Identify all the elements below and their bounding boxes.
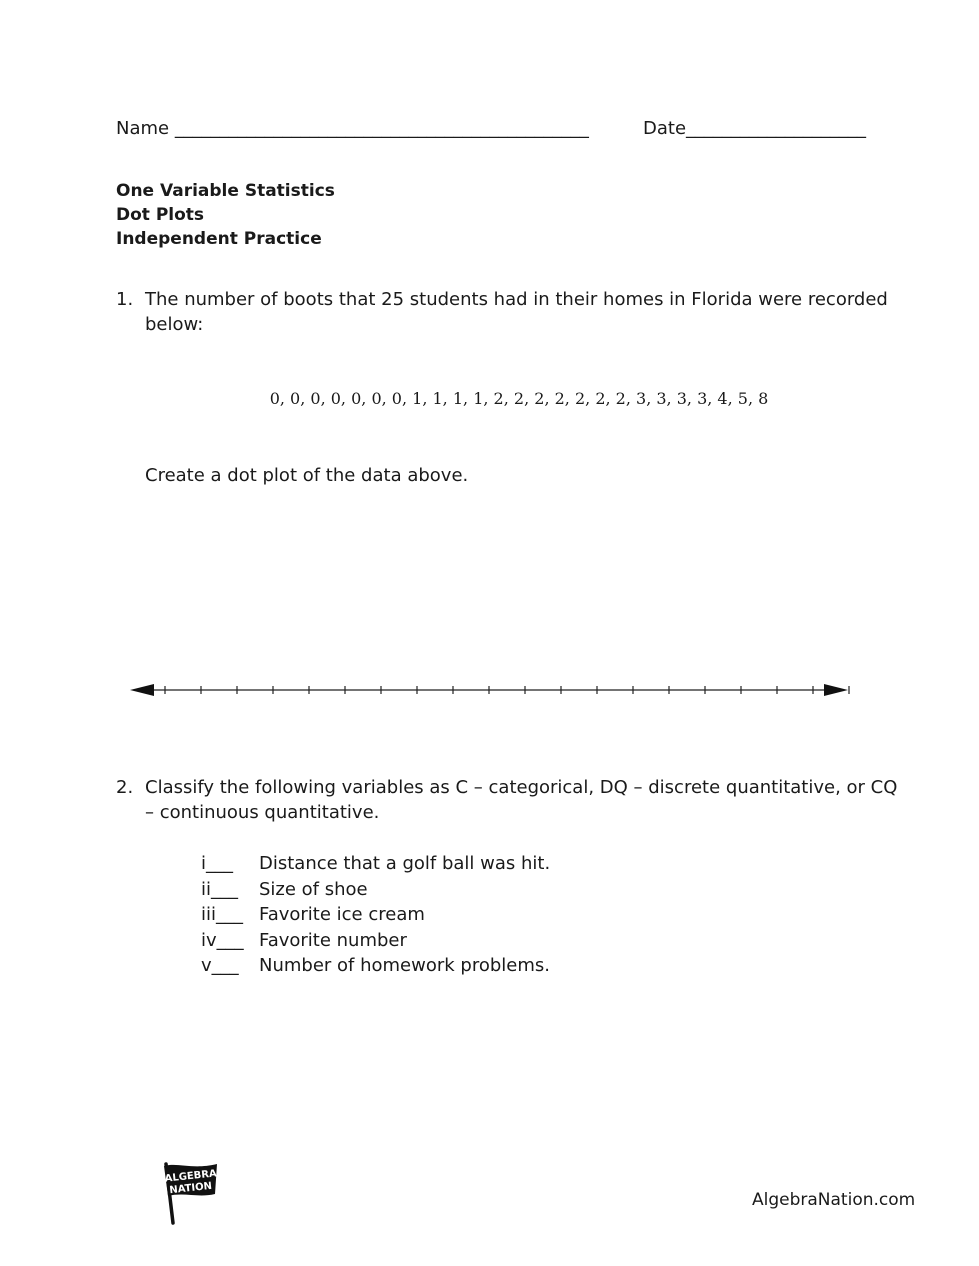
variable-list [201, 851, 550, 979]
variable-item [201, 902, 550, 928]
variable-label: Number of homework problems. [259, 955, 550, 976]
answer-blank[interactable]: iv___ [201, 929, 244, 951]
question-1-number: 1. [116, 289, 134, 310]
question-1-instruction: Create a dot plot of the data above. [145, 465, 469, 486]
question-2-number: 2. [116, 777, 134, 798]
worksheet-titles [116, 179, 335, 251]
number-line [128, 676, 850, 704]
variable-item [201, 953, 550, 979]
variable-label: Size of shoe [259, 878, 368, 900]
variable-label: Favorite ice cream [259, 904, 425, 925]
logo-text-line-2: NATION [168, 1180, 213, 1197]
title-practice-type: Independent Practice [116, 229, 322, 249]
algebra-nation-logo [160, 1160, 222, 1226]
variable-label: Favorite number [259, 929, 407, 951]
left-arrow-icon [130, 684, 154, 696]
title-subtopic: Dot Plots [116, 205, 205, 225]
date-field-label: Date____________________ [643, 118, 867, 139]
variable-item [201, 928, 550, 954]
variable-item [201, 851, 550, 877]
answer-blank[interactable]: v___ [201, 955, 239, 976]
question-1-text: The number of boots that 25 students had in their homes in Florida were recorded below: [145, 289, 888, 335]
name-field-label: Name ______________________________________________ [116, 118, 589, 139]
answer-blank[interactable]: i___ [201, 853, 234, 874]
right-arrow-icon [824, 684, 848, 696]
answer-blank[interactable]: ii___ [201, 878, 239, 900]
question-2-text: Classify the following variables as C – categorical, DQ – discrete quantitative, or CQ – continuous quantitative. [145, 777, 898, 823]
variable-item [201, 877, 550, 903]
site-url[interactable]: AlgebraNation.com [752, 1190, 916, 1210]
answer-blank[interactable]: iii___ [201, 904, 244, 925]
title-topic: One Variable Statistics [116, 181, 335, 201]
variable-label: Distance that a golf ball was hit. [259, 853, 551, 874]
logo-text-line-1: ALGEBRA [164, 1168, 218, 1185]
question-1-data: 0, 0, 0, 0, 0, 0, 0, 1, 1, 1, 1, 2, 2, 2, 2, 2, 2, 2, 3, 3, 3, 3, 4, 5, 8 [269, 389, 769, 408]
